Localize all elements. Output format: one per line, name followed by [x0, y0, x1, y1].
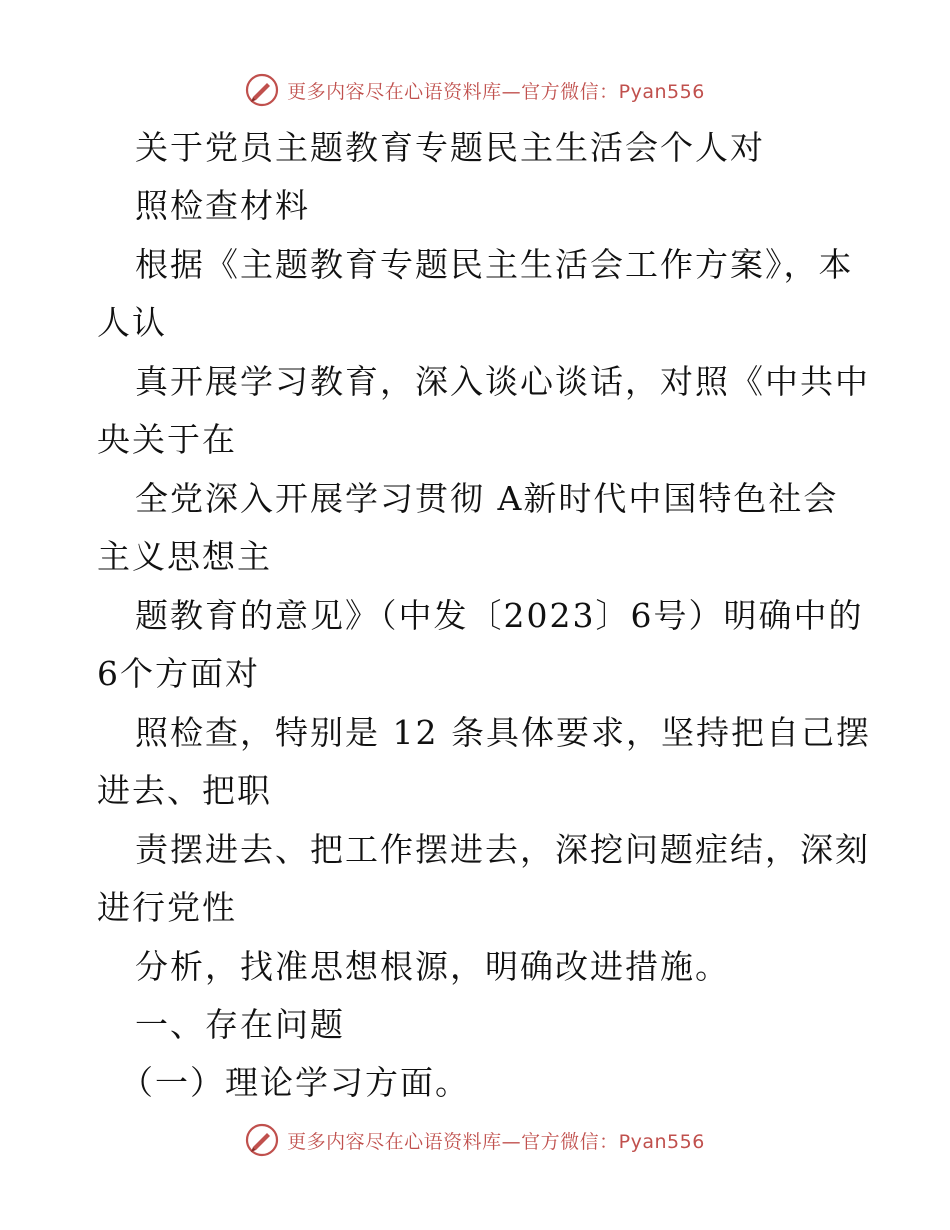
- paragraph-line: 全党深入开展学习贯彻 A新时代中国特色社会: [135, 479, 839, 518]
- header-watermark: [0, 70, 950, 110]
- section-heading: 一、存在问题: [135, 1005, 345, 1044]
- paragraph-line: 央关于在: [97, 420, 237, 459]
- paragraph-line: 进行党性: [97, 888, 237, 927]
- document-title-line-2: 照检查材料: [135, 186, 310, 225]
- paragraph-line: 人认: [97, 303, 167, 342]
- watermark-text: 更多内容尽在心语资料库—官方微信：Pyan556: [287, 1130, 705, 1153]
- paragraph-line: 根据《主题教育专题民主生活会工作方案》，本: [135, 245, 854, 284]
- subsection-heading: （一）理论学习方面。: [120, 1063, 470, 1102]
- pen-logo-icon: [245, 73, 279, 107]
- watermark-text: 更多内容尽在心语资料库—官方微信：Pyan556: [287, 80, 705, 103]
- paragraph-line: 6个方面对: [97, 654, 260, 693]
- paragraph-line: 责摆进去、把工作摆进去，深挖问题症结，深刻: [135, 830, 870, 869]
- document-title-line-1: 关于党员主题教育专题民主生活会个人对: [135, 128, 765, 167]
- paragraph-line: 进去、把职: [97, 771, 272, 810]
- paragraph-line: 主义思想主: [97, 537, 272, 576]
- paragraph-line: 照检查，特别是 12 条具体要求，坚持把自己摆: [135, 713, 871, 752]
- footer-watermark: [0, 1120, 950, 1160]
- paragraph-line: 真开展学习教育，深入谈心谈话，对照《中共中: [135, 362, 870, 401]
- paragraph-line: 题教育的意见》（中发〔2023〕6号）明确中的: [135, 596, 864, 635]
- paragraph-line: 分析，找准思想根源，明确改进措施。: [135, 947, 730, 986]
- pen-logo-icon: [245, 1123, 279, 1157]
